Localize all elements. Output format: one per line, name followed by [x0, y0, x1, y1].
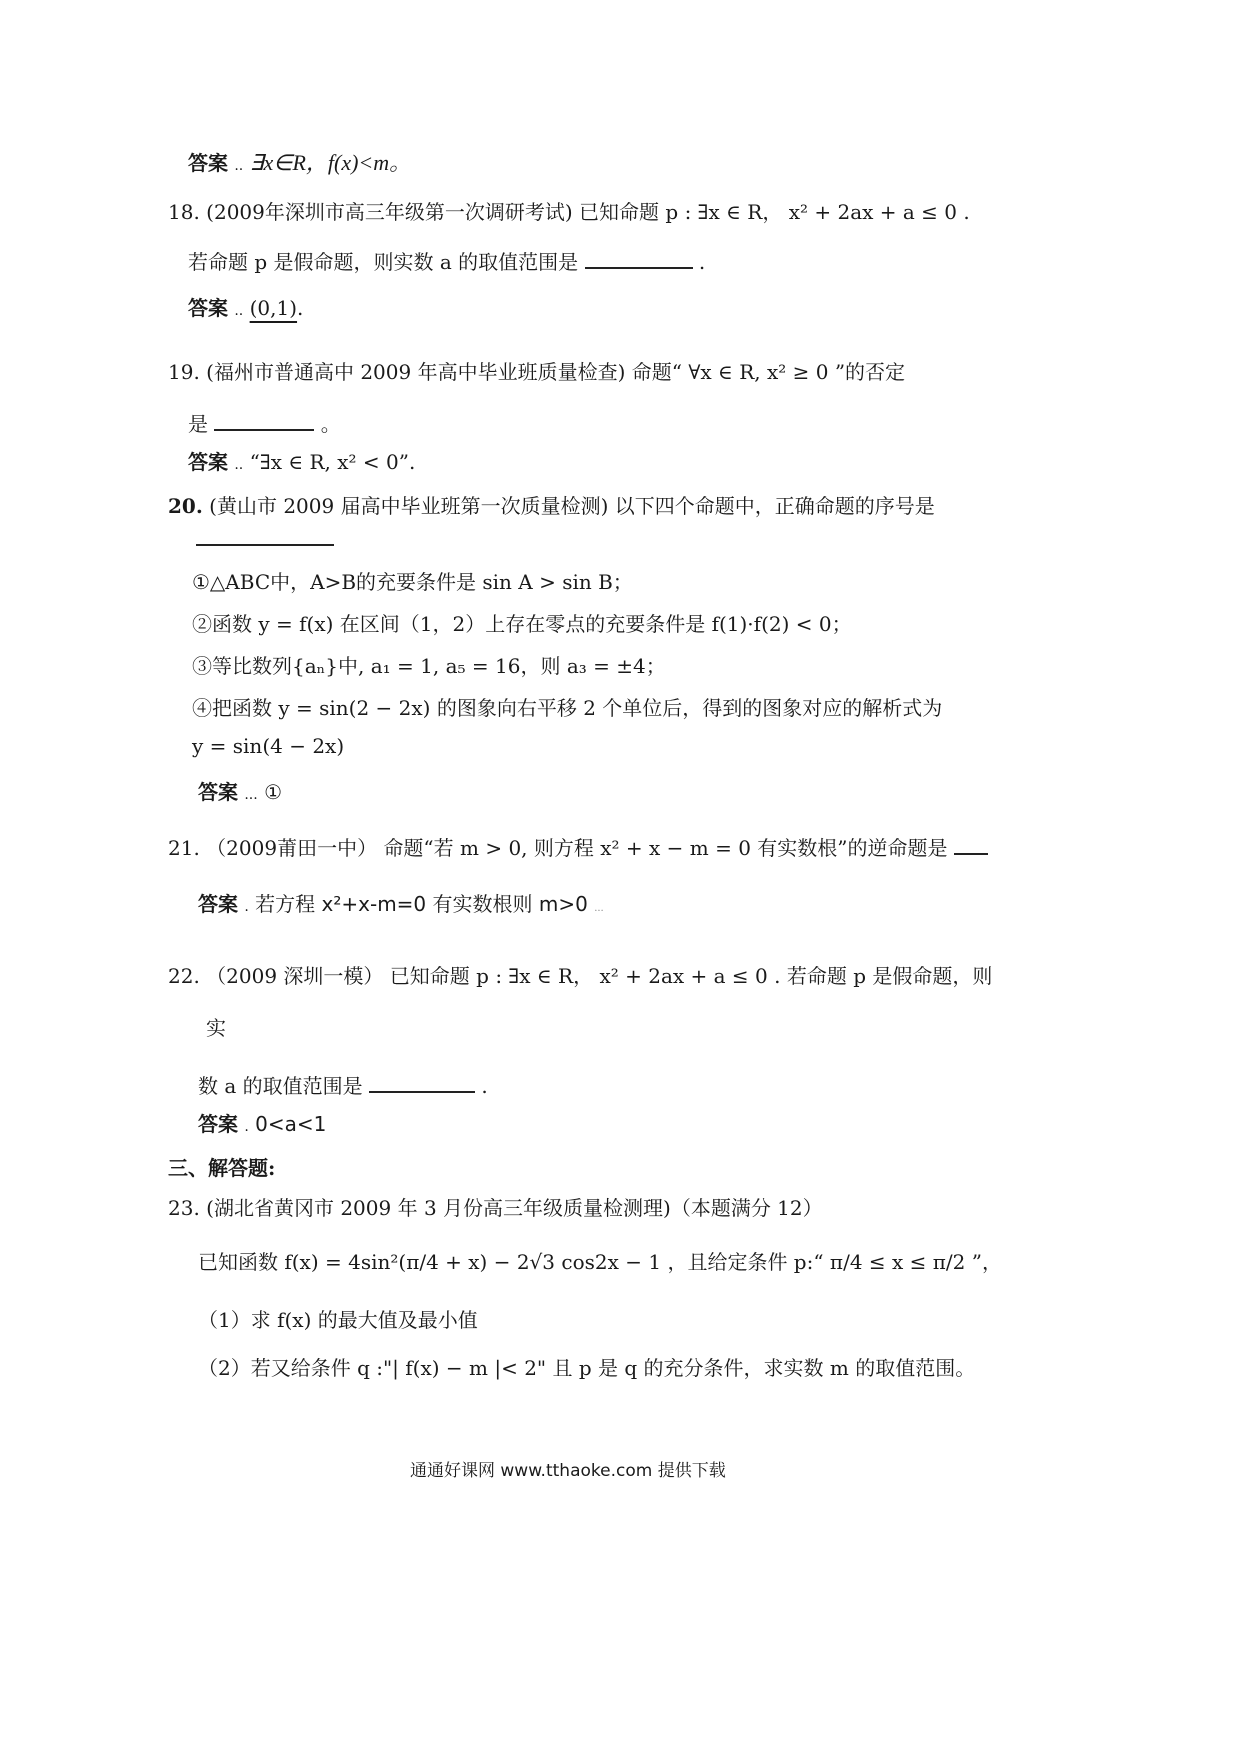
- question-stem: 已知命题 p : ∃x ∈ R， x² + 2ax + a ≤ 0 .: [579, 200, 970, 224]
- question-text: 数 a 的取值范围是: [198, 1074, 363, 1098]
- answer-text: “∃x ∈ R, x² < 0”.: [249, 450, 416, 474]
- answer-dots: ...: [244, 787, 258, 803]
- question-stem: 已知命题 p : ∃x ∈ R， x² + 2ax + a ≤ 0 . 若命题 p 是假命题，则: [389, 964, 993, 988]
- question-number: 21.: [168, 836, 200, 860]
- answer-label: 答案: [188, 450, 228, 474]
- question-source: (黄山市 2009 届高中毕业班第一次质量检测): [209, 494, 609, 518]
- q20-stem-line: [168, 490, 935, 519]
- question-source: （2009莆田一中）: [206, 836, 378, 860]
- question-stem: 命题“ ∀x ∈ R, x² ≥ 0 ”的否定: [631, 360, 906, 384]
- answer-text: ∃x∈R，f(x)<m。: [249, 150, 412, 175]
- q22-stem-line: [168, 960, 992, 989]
- answer-blank: [214, 411, 314, 431]
- answer-end: .: [297, 296, 304, 320]
- answer-blank: [369, 1073, 475, 1093]
- question-text: 是: [188, 412, 208, 436]
- q23-stem-line: [168, 1192, 823, 1221]
- line-end: 。: [320, 412, 341, 436]
- question-number: 23.: [168, 1196, 200, 1220]
- answer-dots: ..: [234, 303, 244, 319]
- question-stem: 以下四个命题中，正确命题的序号是: [614, 494, 935, 518]
- answer-label: 答案: [188, 151, 228, 175]
- q19-stem-line: [168, 356, 905, 385]
- line-end: .: [698, 250, 706, 274]
- answer-blank: [585, 249, 693, 269]
- q19-answer-line: [188, 446, 415, 475]
- question-source: （2009 深圳一模）: [206, 964, 384, 988]
- answer-label: 答案: [198, 892, 238, 916]
- answer-dots: .: [244, 1119, 249, 1135]
- question-source: (2009年深圳市高三年级第一次调研考试): [206, 200, 573, 224]
- q18-line2: [188, 246, 705, 275]
- question-source: (湖北省黄冈市 2009 年 3 月份高三年级质量检测理)（本题满分 12）: [206, 1196, 823, 1220]
- q21-stem-line: [168, 832, 988, 861]
- question-number: 22.: [168, 964, 200, 988]
- q19-line2: [188, 408, 341, 437]
- question-stem: 命题“若 m > 0, 则方程 x² + x − m = 0 有实数根”的逆命题是: [383, 836, 948, 860]
- q20-item-4: ④把函数 y = sin(2 − 2x) 的图象向右平移 2 个单位后，得到的图象对应的解析式为: [192, 696, 943, 720]
- q18-answer-line: [188, 292, 303, 321]
- q17-answer-line: [188, 146, 411, 177]
- question-number: 18.: [168, 200, 200, 224]
- q20-item-3: ③等比数列{aₙ}中, a₁ = 1, a₅ = 16，则 a₃ = ±4；: [192, 654, 666, 678]
- question-number: 20.: [168, 494, 203, 518]
- q20-item-2: ②函数 y = f(x) 在区间（1，2）上存在零点的充要条件是 f(1)·f(2) < 0；: [192, 612, 852, 636]
- answer-label: 答案: [198, 1112, 238, 1136]
- answer-text: (0,1): [249, 296, 298, 320]
- q22-answer-line: [198, 1108, 326, 1137]
- q22-line3: [198, 1070, 488, 1099]
- q22-line2: 实: [206, 1016, 226, 1040]
- section-title: 三、解答题:: [168, 1156, 276, 1180]
- line-end: .: [481, 1074, 488, 1098]
- q20-item-4-formula: y = sin(4 − 2x): [192, 734, 345, 758]
- q20-answer-blank: [196, 544, 334, 546]
- answer-blank: [954, 835, 988, 855]
- answer-text: ①: [264, 780, 283, 804]
- question-source: (福州市普通高中 2009 年高中毕业班质量检查): [206, 360, 626, 384]
- answer-dots: .: [244, 899, 249, 915]
- q21-answer-line: [198, 888, 604, 917]
- q23-part-2: （2）若又给条件 q :"| f(x) − m |< 2" 且 p 是 q 的充分条件，求实数 m 的取值范围。: [198, 1356, 976, 1380]
- question-number: 19.: [168, 360, 200, 384]
- answer-text: 若方程 x²+x-m=0 有实数根则 m>0: [255, 892, 588, 916]
- answer-label: 答案: [198, 780, 238, 804]
- answer-text: 0<a<1: [255, 1112, 327, 1136]
- answer-dots: ..: [234, 158, 244, 174]
- answer-label: 答案: [188, 296, 228, 320]
- q20-item-1: ①△ABC中，A>B的充要条件是 sin A > sin B；: [192, 570, 633, 594]
- q23-function-line: 已知函数 f(x) = 4sin²(π/4 + x) − 2√3 cos2x − 1 ，且给定条件 p:“ π/4 ≤ x ≤ π/2 ”，: [198, 1250, 1002, 1274]
- answer-tail: ...: [594, 903, 604, 914]
- q20-answer-line: [198, 776, 282, 805]
- footer-text: 通通好课网 www.tthaoke.com 提供下载: [410, 1461, 726, 1481]
- q18-stem-line: [168, 196, 970, 225]
- answer-dots: ..: [234, 457, 244, 473]
- question-text: 若命题 p 是假命题，则实数 a 的取值范围是: [188, 250, 579, 274]
- q23-part-1: （1）求 f(x) 的最大值及最小值: [198, 1308, 478, 1332]
